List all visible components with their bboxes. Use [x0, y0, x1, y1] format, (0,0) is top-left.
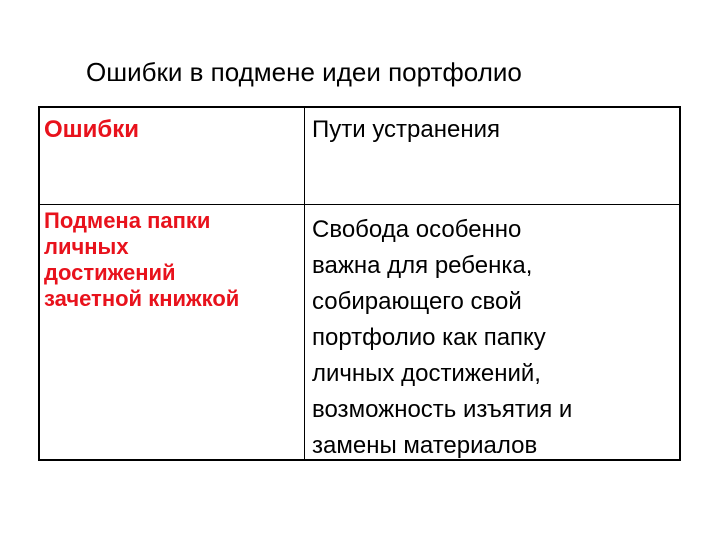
- column-divider: [304, 108, 305, 459]
- row-divider: [40, 204, 679, 205]
- solution-cell: Свобода особенно важна для ребенка, собирающего свой портфолио как папку личных достижений, возможность изъятия и замены материалов: [312, 216, 573, 459]
- header-solutions: Пути устранения: [312, 116, 500, 143]
- header-errors: Ошибки: [44, 116, 140, 143]
- error-cell: Подмена папки личных достижений зачетной книжкой: [44, 208, 240, 311]
- slide-title: Ошибки в подмене идеи портфолио: [86, 57, 522, 87]
- comparison-table: [38, 106, 681, 461]
